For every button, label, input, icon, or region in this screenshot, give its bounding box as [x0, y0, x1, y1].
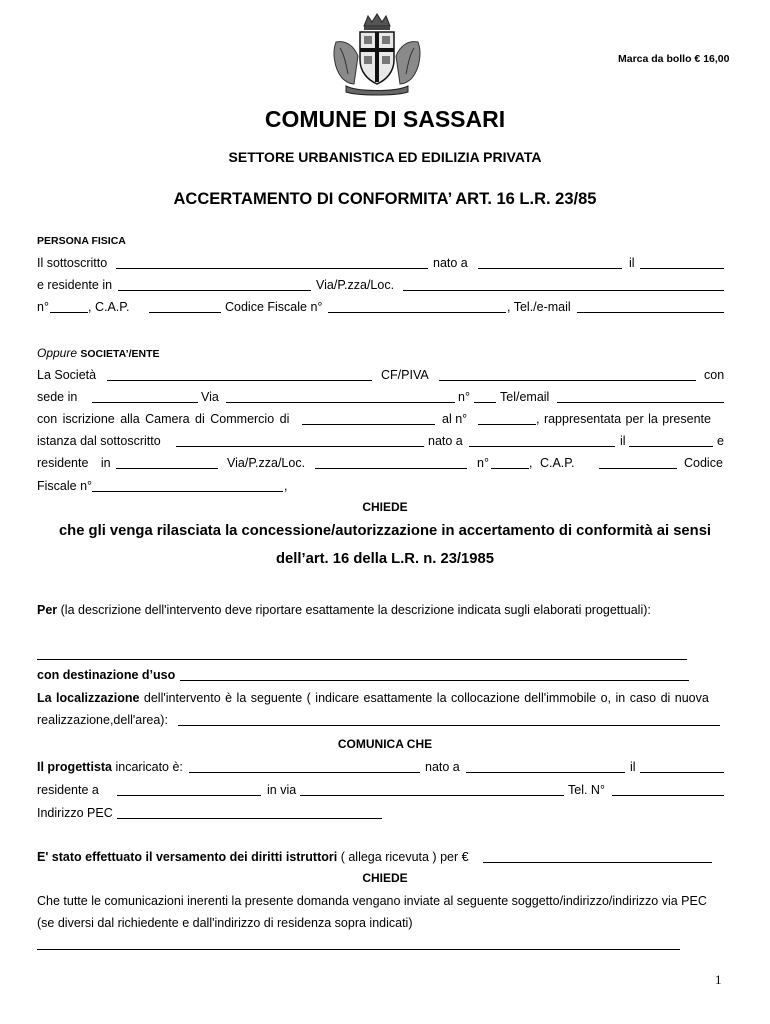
progettista-birthplace-field[interactable]: [466, 772, 625, 773]
label-nato-a: nato a: [433, 256, 468, 270]
pf-name-field[interactable]: [116, 268, 428, 269]
localizzazione-field[interactable]: [178, 725, 720, 726]
section-heading-societa: [37, 346, 160, 360]
coat-of-arms-icon: [328, 12, 426, 96]
label-tel-email: , Tel./e-mail: [507, 300, 571, 314]
label-istanza: istanza dal sottoscritto: [37, 434, 161, 448]
soc-rep-name-field[interactable]: [176, 446, 424, 447]
label-localizzazione: La localizzazione: [37, 691, 140, 705]
progettista-street-field[interactable]: [300, 795, 564, 796]
label-soc-via: Via: [201, 390, 219, 404]
soc-piva-field[interactable]: [439, 380, 696, 381]
comunica-heading: COMUNICA CHE: [337, 737, 433, 751]
progettista-birthdate-field[interactable]: [640, 772, 724, 773]
heading-oppure: Oppure: [37, 346, 78, 360]
soc-numero-field[interactable]: [474, 402, 496, 403]
label-soc-numero: n°: [458, 390, 470, 404]
label-soc-il: il: [620, 434, 626, 448]
comunicazioni-line-1: Che tutte le comunicazioni inerenti la presente domanda vengano inviate al seguente soggetto/indirizzo/indirizzo via PEC: [37, 894, 707, 908]
soc-rep-birthplace-field[interactable]: [469, 446, 615, 447]
pf-birthplace-field[interactable]: [478, 268, 622, 269]
label-destinazione: con destinazione d’uso: [37, 668, 176, 682]
label-soc-nato-a: nato a: [428, 434, 463, 448]
page-title: COMUNE DI SASSARI: [264, 106, 506, 132]
label-prog-nato-a: nato a: [425, 760, 460, 774]
pf-residence-field[interactable]: [118, 290, 311, 291]
comunicazioni-field[interactable]: [37, 949, 680, 950]
label-prog-il: il: [630, 760, 636, 774]
pf-cap-field[interactable]: [149, 312, 221, 313]
label-via: Via/P.zza/Loc.: [316, 278, 395, 292]
soc-via-field[interactable]: [226, 402, 455, 403]
label-cap: , C.A.P.: [88, 300, 130, 314]
label-soc-via-loc: Via/P.zza/Loc.: [227, 456, 306, 470]
soc-rep-num-field[interactable]: [491, 468, 529, 469]
page-number: 1: [715, 972, 722, 987]
pf-line-1: [37, 256, 107, 270]
comunicazioni-line-2: (se diversi dal richiedente e dall'indirizzo di residenza sopra indicati): [37, 916, 413, 930]
label-codice: Codice: [684, 456, 723, 470]
label-numero: n°: [37, 300, 49, 314]
pf-number-field[interactable]: [50, 312, 88, 313]
soc-sede-field[interactable]: [92, 402, 198, 403]
label-realizzazione: realizzazione,dell'area):: [37, 713, 168, 727]
label-per: Per: [37, 603, 58, 617]
label-versamento: E' stato effettuato il versamento dei diritti istruttori: [37, 850, 338, 864]
soc-reg-num-field[interactable]: [478, 424, 536, 425]
label-indirizzo-pec: Indirizzo PEC: [37, 806, 113, 820]
label-il: il: [629, 256, 635, 270]
label-soc-n: n°: [477, 456, 489, 470]
destinazione-field[interactable]: [180, 680, 689, 681]
intervento-description-field[interactable]: [37, 659, 687, 660]
label-cf-piva: CF/PIVA: [381, 368, 429, 382]
soc-camera-field[interactable]: [302, 424, 435, 425]
versamento-line: [37, 850, 469, 864]
pf-cf-field[interactable]: [328, 312, 506, 313]
label-incaricato: incaricato è:: [115, 760, 183, 774]
progettista-residence-field[interactable]: [117, 795, 261, 796]
localizzazione-line: [37, 691, 709, 705]
label-in-via: in via: [267, 783, 297, 797]
soc-rep-street-field[interactable]: [315, 468, 467, 469]
label-rappresentata: , rappresentata per la presente: [536, 412, 711, 426]
chiede-heading: CHIEDE: [362, 500, 408, 514]
soc-name-field[interactable]: [107, 380, 372, 381]
stamp-note: Marca da bollo € 16,00: [618, 53, 730, 65]
soc-rep-residence-field[interactable]: [116, 468, 218, 469]
soc-rep-birthdate-field[interactable]: [629, 446, 713, 447]
label-camera-commercio: con iscrizione alla Camera di Commercio di: [37, 412, 290, 426]
progettista-line: [37, 760, 183, 774]
chiede-heading-2: CHIEDE: [362, 871, 408, 885]
per-description: (la descrizione dell'intervento deve riportare esattamente la descrizione indicata sugli elaborati progettuali):: [60, 603, 651, 617]
progettista-tel-field[interactable]: [612, 795, 724, 796]
label-progettista: Il progettista: [37, 760, 113, 774]
versamento-amount-field[interactable]: [483, 862, 712, 863]
progettista-pec-field[interactable]: [117, 818, 382, 819]
pf-tel-field[interactable]: [577, 312, 724, 313]
pf-street-field[interactable]: [403, 290, 724, 291]
per-line: [37, 603, 651, 617]
pf-birthdate-field[interactable]: [640, 268, 724, 269]
label-tel-n: Tel. N°: [568, 783, 605, 797]
label-sottoscritto: Il sottoscritto: [37, 256, 108, 270]
request-line-2: dell’art. 16 della L.R. n. 23/1985: [276, 551, 494, 567]
label-societa: La Società: [37, 368, 97, 382]
soc-rep-cf-field[interactable]: [92, 491, 283, 492]
label-e: e: [717, 434, 724, 448]
label-con: con: [704, 368, 725, 382]
label-fiscale: Fiscale n°: [37, 479, 93, 493]
request-line-1: che gli venga rilasciata la concessione/autorizzazione in accertamento di conformità ai sensi: [58, 523, 712, 539]
label-residente-a: residente a: [37, 783, 99, 797]
form-title: ACCERTAMENTO DI CONFORMITA’ ART. 16 L.R. 23/85: [173, 190, 597, 208]
label-al-n: al n°: [442, 412, 468, 426]
department-title: SETTORE URBANISTICA ED EDILIZIA PRIVATA: [228, 149, 542, 165]
label-comma: ,: [284, 479, 288, 493]
label-soc-cap: , C.A.P.: [529, 456, 575, 470]
label-tel-email-soc: Tel/email: [500, 390, 550, 404]
localizzazione-description: dell'intervento è la seguente ( indicare esattamente la collocazione dell'immobile o, in caso di nuova: [143, 691, 709, 705]
label-residente-in: e residente in: [37, 278, 113, 292]
soc-tel-field[interactable]: [557, 402, 724, 403]
section-heading-persona-fisica: PERSONA FISICA: [37, 235, 126, 247]
soc-rep-cap-field[interactable]: [599, 468, 677, 469]
label-soc-residente: residente in: [37, 456, 111, 470]
label-sede-in: sede in: [37, 390, 78, 404]
progettista-name-field[interactable]: [189, 772, 420, 773]
heading-societa-ente: SOCIETA’/ENTE: [80, 348, 160, 360]
label-allega-ricevuta: ( allega ricevuta ) per €: [340, 850, 469, 864]
label-codice-fiscale: Codice Fiscale n°: [225, 300, 323, 314]
